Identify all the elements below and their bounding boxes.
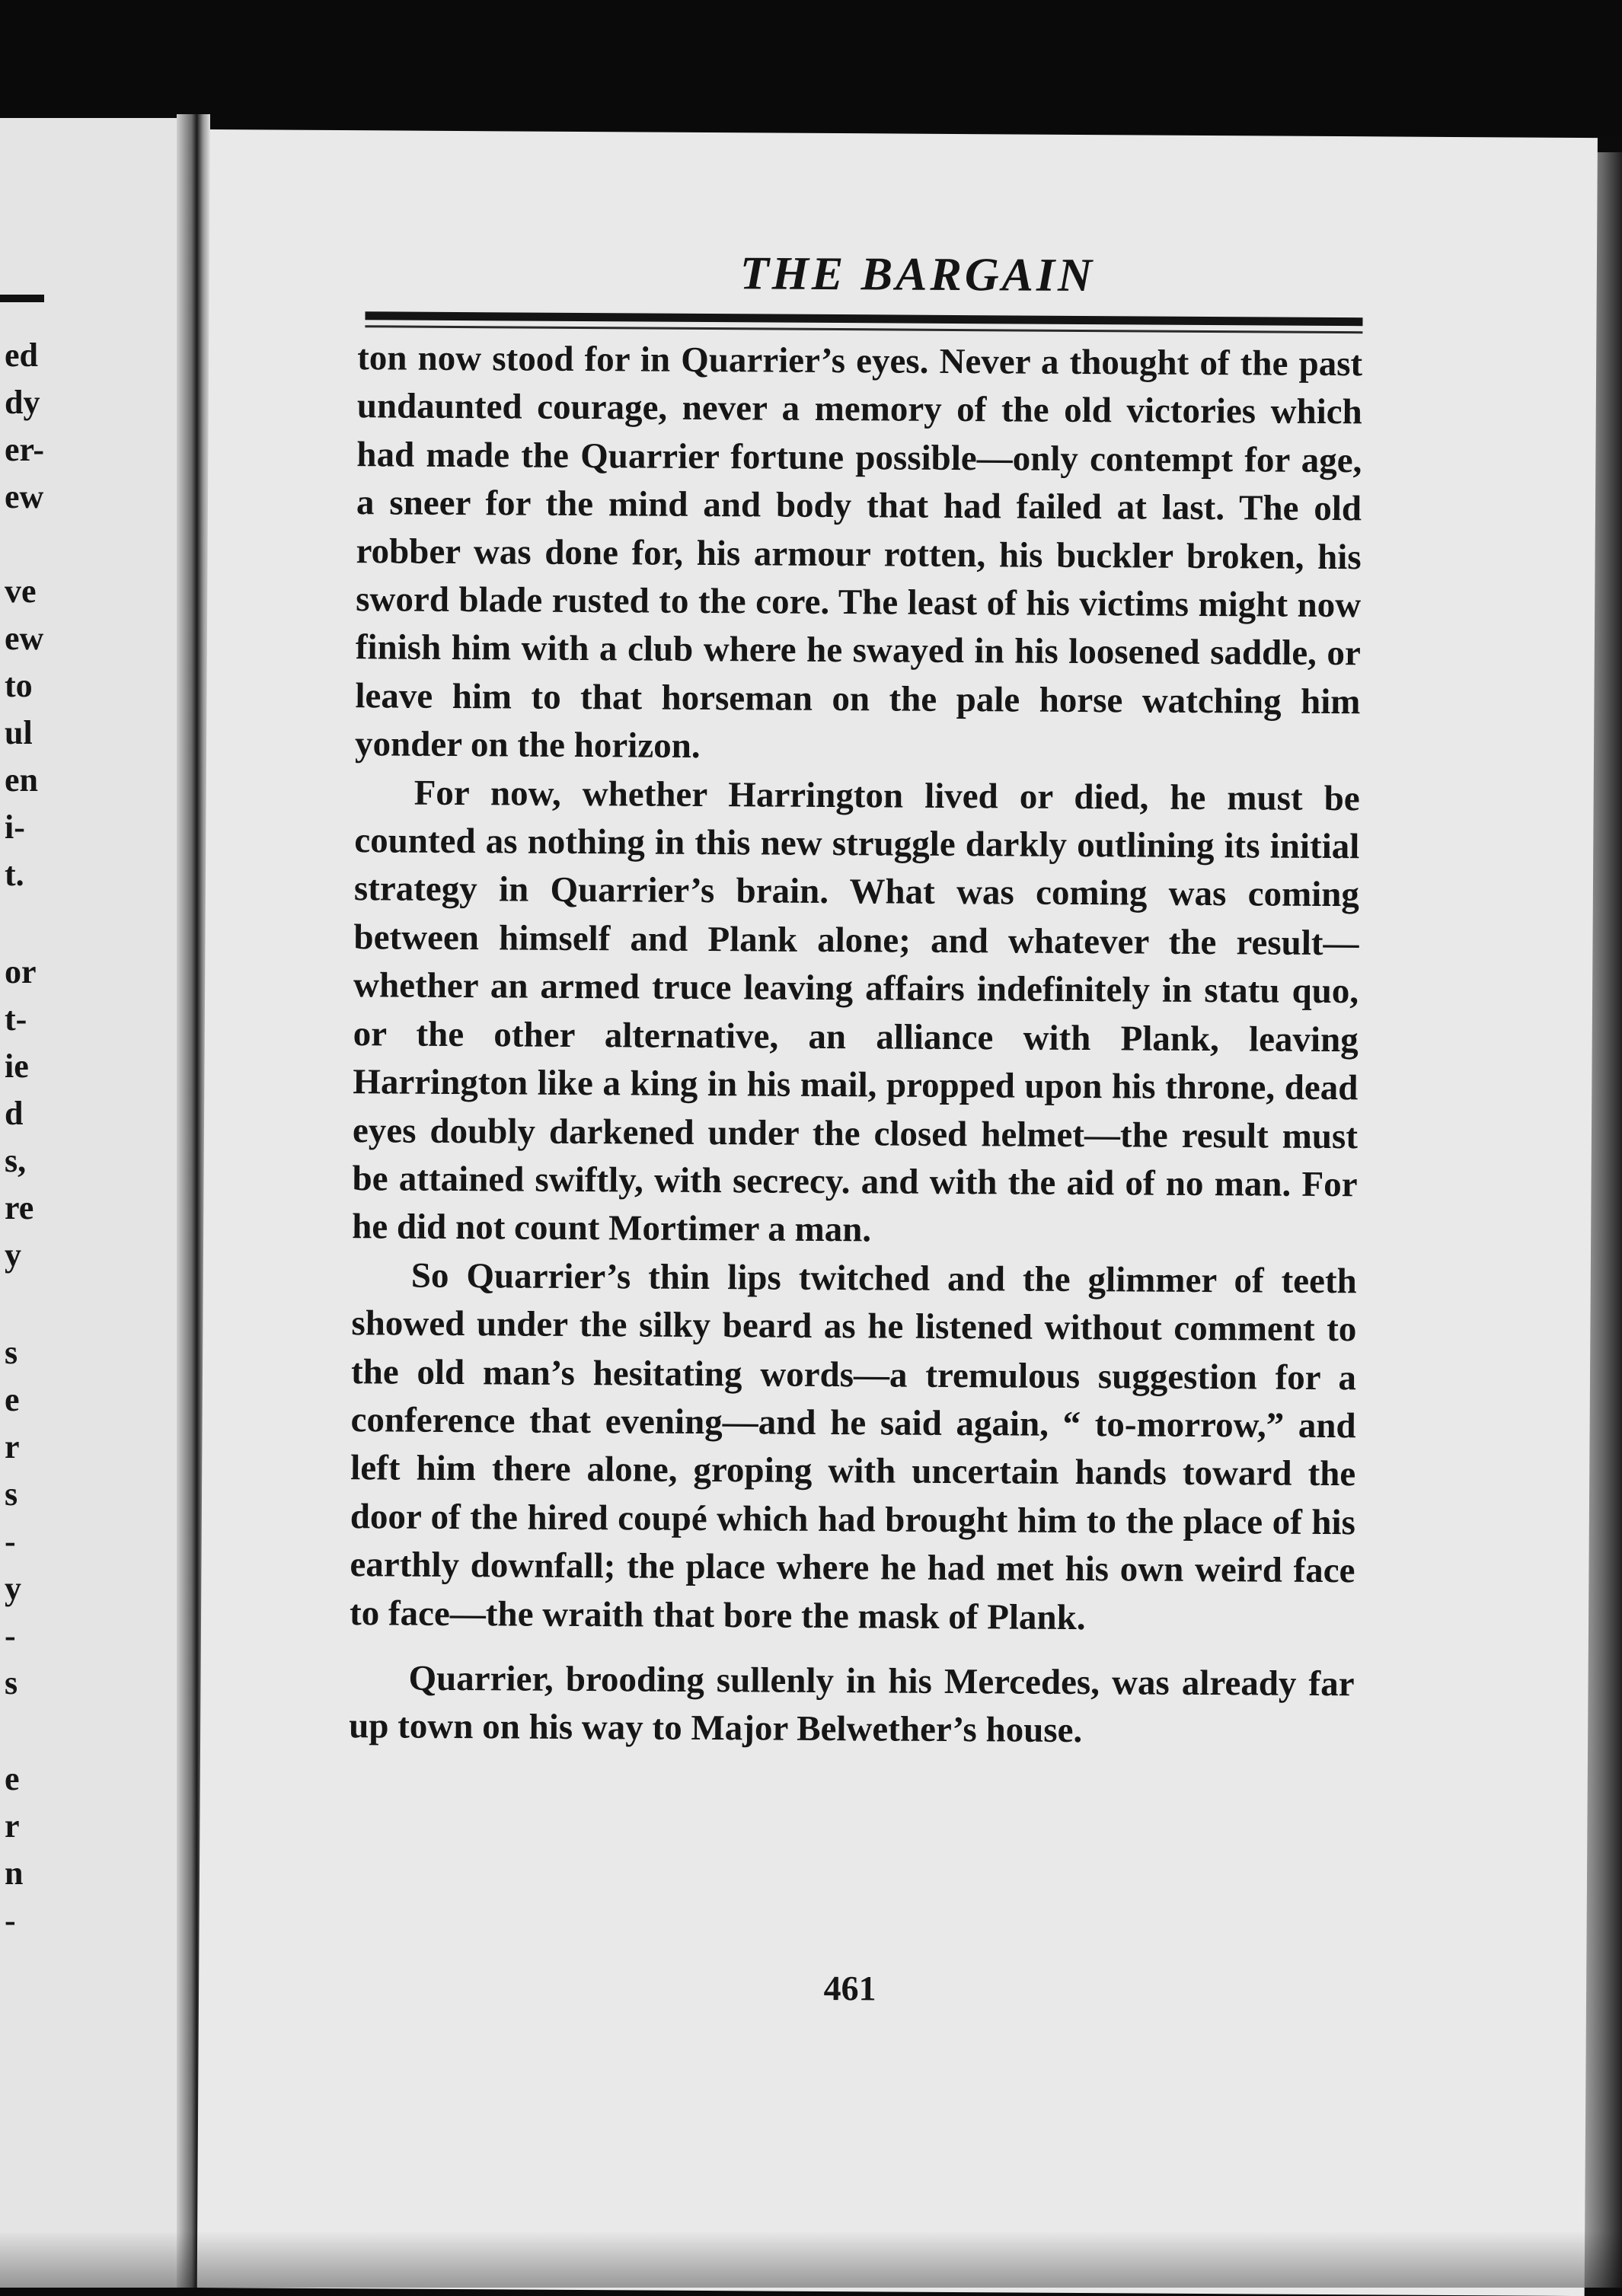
running-header: THE BARGAIN — [739, 247, 1096, 302]
facing-page-fragment: s — [5, 1664, 18, 1701]
facing-page-fragment: ew — [5, 478, 44, 515]
facing-page-fragment: t- — [5, 1000, 27, 1038]
facing-page-fragment: s — [5, 1475, 18, 1513]
facing-page-rule — [0, 295, 44, 302]
scan-bottom-shade — [0, 2231, 1622, 2288]
paragraph: For now, whether Harrington lived or died, he must be counted as nothing in this new struggle darkly outlining its initial strategy in Quarrier’s brain. What was coming was coming between himself and Plank alone; and whatever the result—whether an armed truce leaving affairs indefinitely in statu quo, or the other alternative, an alliance with Plank, leaving Harrington like a king in his mail, propped upon his throne, dead eyes doubly darkened under the closed helmet—the result must be attained swiftly, with secrecy. and with the aid of no man. For he did not count Mortimer a man. — [352, 773, 1360, 1250]
facing-page-fragment: t. — [5, 856, 24, 893]
paragraph: Quarrier, brooding sullenly in his Mercedes, was already far up town on his way to Major Belwether’s house. — [349, 1658, 1355, 1751]
facing-page-fragment: n — [5, 1854, 24, 1892]
facing-page-fragment: ed — [5, 336, 38, 374]
facing-page-fragment: y — [5, 1236, 21, 1274]
paragraph: ton now stood for in Quarrier’s eyes. Never a thought of the past undaunted courage, never a memory of the old victories which had made the Quarrier fortune possible—only contempt for age, a sneer for the mind and body that had failed at last. The old robber was done for, his armour rotten, his buckler broken, his sword blade rusted to the core. The least of his victims might now finish him with a club where he swayed in his loosened saddle, or leave him to that horseman on the pale horse watching him yonder on the horizon. — [354, 338, 1363, 767]
body-text — [349, 334, 1362, 1757]
facing-page-fragment: e — [5, 1760, 20, 1797]
facing-page-left — [0, 118, 196, 2288]
header-rule-thin — [365, 325, 1362, 333]
facing-page-fragment: ie — [5, 1048, 29, 1085]
scan-top-border — [0, 0, 1622, 137]
facing-page-fragment: d — [5, 1095, 24, 1132]
facing-page-fragment: - — [5, 1617, 16, 1654]
facing-page-fragment: ew — [5, 620, 44, 657]
facing-page-fragment: ve — [5, 572, 37, 610]
facing-page-fragment: en — [5, 761, 38, 799]
facing-page-fragment: or — [5, 953, 37, 990]
facing-page-fragment: re — [5, 1189, 34, 1226]
facing-page-fragment: - — [5, 1523, 16, 1560]
facing-page-fragment: s — [5, 1334, 18, 1371]
facing-page-fragment: ul — [5, 714, 33, 751]
header-rule-thick — [365, 311, 1362, 326]
page-number: 461 — [823, 1968, 876, 2008]
facing-page-fragment: s, — [5, 1142, 27, 1179]
book-page — [197, 129, 1598, 2296]
facing-page-fragment: er- — [5, 431, 45, 468]
facing-page-fragment: r — [5, 1428, 20, 1465]
facing-page-fragment: y — [5, 1570, 21, 1607]
facing-page-fragment: - — [5, 1902, 16, 1939]
facing-page-fragment: i- — [5, 808, 25, 846]
facing-page-fragment: e — [5, 1381, 20, 1418]
paragraph: So Quarrier’s thin lips twitched and the glimmer of teeth showed under the silky beard as he listened without comment to the old man’s hesitating words—a tremulous suggestion for a conference that evening—and he said again, “ to-morrow,” and left him there alone, groping with uncertain hands toward the door of the hired coupé which had brought him to the place of his earthly downfall; the place where he had met his own weird face to face—the wraith that bore the mask of Plank. — [349, 1255, 1357, 1637]
facing-page-fragment: to — [5, 667, 33, 704]
facing-page-fragment: dy — [5, 384, 40, 421]
facing-page-fragment: r — [5, 1807, 20, 1845]
